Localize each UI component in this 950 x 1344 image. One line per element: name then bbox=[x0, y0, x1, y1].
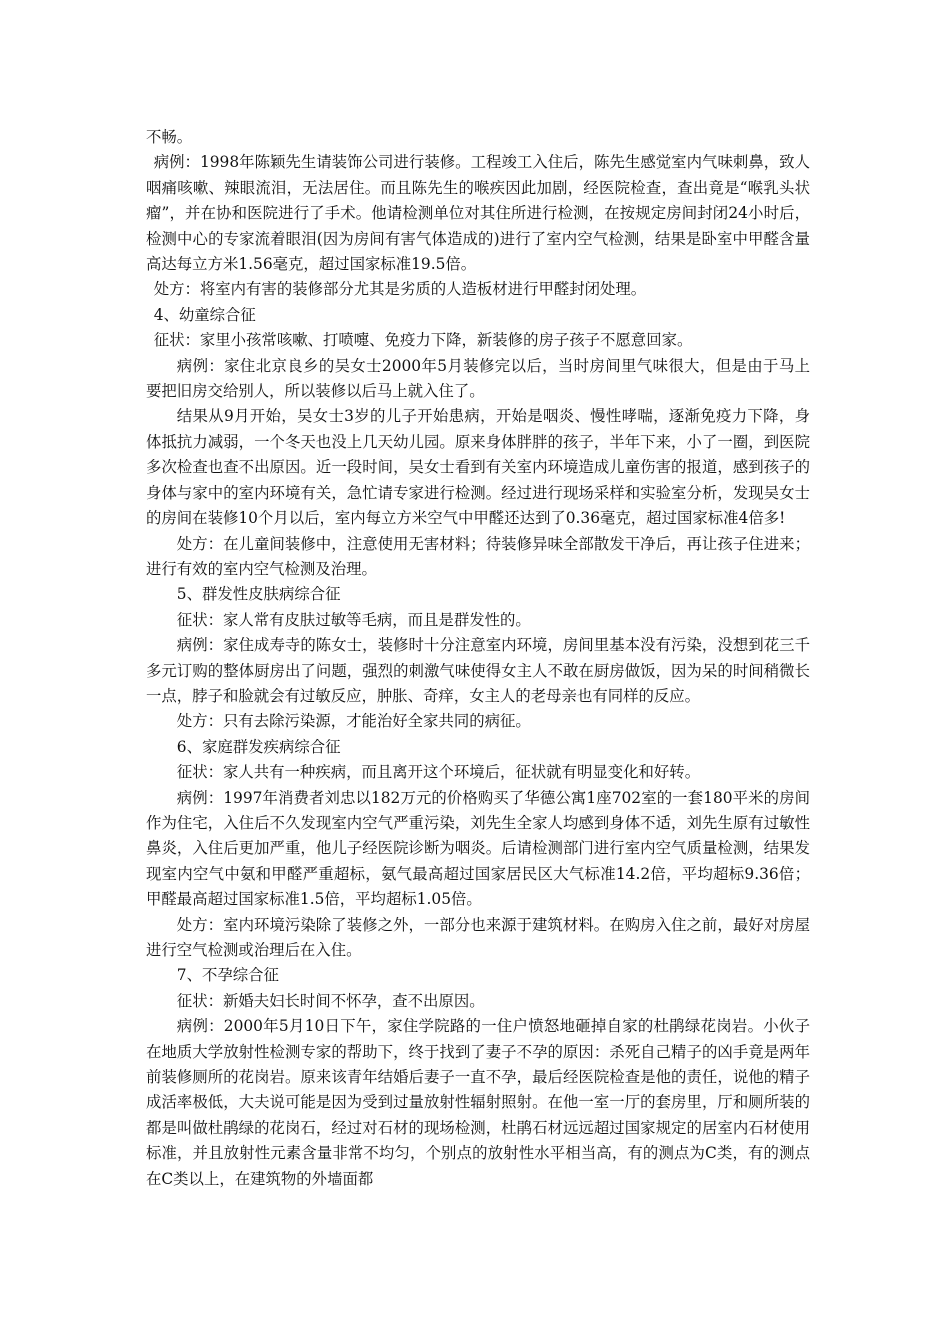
paragraph: 病例：1997年消费者刘忠以182万元的价格购买了华德公寓1座702室的一套180平米的房间作为住宅，入住后不久发现室内空气严重污染，刘先生全家人均感到身体不适，刘先生原有过敏性鼻炎，入住后更加严重，他儿子经医院诊断为咽炎。后请检测部门进行室内空气质量检测，结果发现室内空气中氨和甲醛严重超标，氨气最高超过国家居民区大气标准14.2倍，平均超标9.36倍；甲醛最高超过国家标准1.5倍，平均超标1.05倍。 bbox=[146, 788, 810, 909]
paragraph: 征状：家人共有一种疾病，而且离开这个环境后，征状就有明显变化和好转。 bbox=[176, 763, 701, 782]
paragraph: 病例：家住北京良乡的吴女士2000年5月装修完以后，当时房间里气味很大，但是由于马上要把旧房交给别人，所以装修以后马上就入住了。 bbox=[146, 356, 810, 401]
document-page bbox=[146, 125, 810, 1192]
paragraph: 处方：只有去除污染源，才能治好全家共同的病征。 bbox=[176, 712, 531, 731]
paragraph: 征状：新婚夫妇长时间不怀孕，查不出原因。 bbox=[176, 991, 485, 1010]
paragraph: 处方：在儿童间装修中，注意使用无害材料；待装修异味全部散发干净后，再让孩子住进来；进行有效的室内空气检测及治理。 bbox=[146, 534, 810, 578]
paragraph: 病例：2000年5月10日下午，家住学院路的一住户愤怒地砸掉自家的杜鹃绿花岗岩。小伙子在地质大学放射性检测专家的帮助下，终于找到了妻子不孕的原因：杀死自己精子的凶手竟是两年前装修厕所的花岗岩。原来该青年结婚后妻子一直不孕，最后经医院检查是他的责任，说他的精子成活率极低，大夫说可能是因为受到过量放射性辐射照射。在他一室一厅的套房里，厅和厕所装的都是叫做杜鹃绿的花岗石，经过对石材的现场检测，杜鹃石材远远超过国家规定的居室内石材使用标准，并且放射性元素含量非常不均匀，个别点的放射性水平相当高，有的测点为C类，有的测点在C类以上，在建筑物的外墙面都 bbox=[146, 1017, 810, 1188]
paragraph: 结果从9月开始，吴女士3岁的儿子开始患病，开始是咽炎、慢性哮喘，逐渐免疫力下降，身体抵抗力减弱，一个冬天也没上几天幼儿园。原来身体胖胖的孩子，半年下来，小了一圈，到医院多次检查也查不出原因。近一段时间，吴女士看到有关室内环境造成儿童伤害的报道，感到孩子的身体与家中的室内环境有关，急忙请专家进行检测。经过进行现场采样和实验室分析，发现吴女士的房间在装修10个月以后，室内每立方米空气中甲醛还达到了0.36毫克，超过国家标准4倍多! bbox=[146, 407, 810, 528]
paragraph: 不畅。 bbox=[146, 128, 193, 146]
section-heading: 7、不孕综合征 bbox=[176, 966, 279, 985]
section-heading: 4、幼童综合征 bbox=[153, 305, 256, 324]
paragraph: 病例：1998年陈颖先生请装饰公司进行装修。工程竣工入住后，陈先生感觉室内气味刺鼻，致人咽痛咳嗽、辣眼流泪，无法居住。而且陈先生的喉疾因此加剧，经医院检查，查出竟是“喉乳头状瘤”，并在协和医院进行了手术。他请检测单位对其住所进行检测，在按规定房间封闭24小时后，检测中心的专家流着眼泪(因为房间有害气体造成的)进行了室内空气检测，结果是卧室中甲醛含量高达每立方米1.56毫克，超过国家标准19.5倍。 bbox=[146, 153, 810, 274]
paragraph: 征状：家人常有皮肤过敏等毛病，而且是群发性的。 bbox=[176, 610, 531, 629]
paragraph: 病例：家住成寿寺的陈女士，装修时十分注意室内环境，房间里基本没有污染，没想到花三千多元订购的整体厨房出了问题，强烈的刺激气味使得女主人不敢在厨房做饭，因为呆的时间稍微长一点，脖子和脸就会有过敏反应，肿胀、奇痒，女主人的老母亲也有同样的反应。 bbox=[146, 636, 810, 705]
paragraph: 处方：室内环境污染除了装修之外，一部分也来源于建筑材料。在购房入住之前，最好对房屋进行空气检测或治理后在入住。 bbox=[146, 915, 810, 959]
section-heading: 5、群发性皮肤病综合征 bbox=[176, 585, 341, 604]
section-heading: 6、家庭群发疾病综合征 bbox=[176, 737, 341, 756]
paragraph: 处方：将室内有害的装修部分尤其是劣质的人造板材进行甲醛封闭处理。 bbox=[153, 280, 647, 299]
paragraph: 征状：家里小孩常咳嗽、打喷嚏、免疫力下降，新装修的房子孩子不愿意回家。 bbox=[153, 331, 693, 350]
